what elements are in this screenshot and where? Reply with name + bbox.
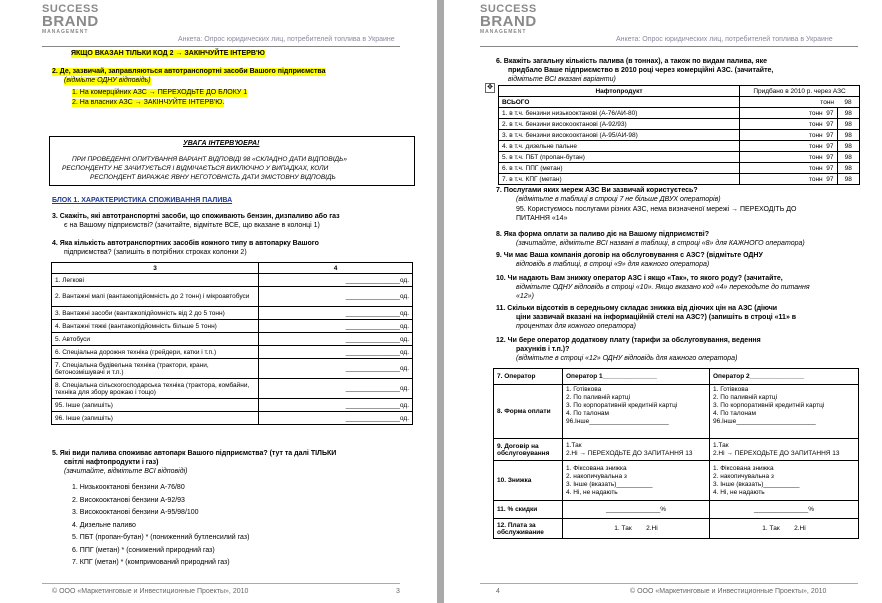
vehicle-table-row bbox=[52, 399, 413, 412]
warning-line-1: ПРИ ПРОВЕДЕННІ ОПИТУВАННЯ ВАРІАНТ ВІДПОВІДІ 98 «СКЛАДНО ДАТИ ВІДПОВІДЬ» bbox=[72, 156, 347, 163]
vehicle-table-row bbox=[52, 320, 413, 333]
company-logo: SUCCESS BRAND MANAGEMENT bbox=[42, 3, 99, 35]
question-11-line-2: ціни зазвичай вказані на інформаційній стелі на АЗС?) (запишіть в строці «11» в bbox=[516, 314, 797, 321]
skip-instruction: ЯКЩО ВКАЗАН ТІЛЬКИ КОД 2 → ЗАКІНЧУЙТЕ ІНТЕРВ'Ю bbox=[71, 50, 265, 57]
question-10-instruction-2: «12») bbox=[516, 293, 534, 300]
fuel-type-label: 6. в т.ч. ППГ (метан) bbox=[499, 163, 740, 174]
vehicle-table bbox=[51, 262, 413, 425]
fuel-type-option: 4. Дизельне паливо bbox=[72, 521, 136, 529]
total-row-label: ВСЬОГО bbox=[499, 97, 740, 108]
vehicle-type: 6. Спеціальна дорожня техніка (грейдери, катки і т.п.) bbox=[52, 346, 259, 359]
question-11: 11. Скільки відсотків в середньому складає знижка від діючих цін на АЗС (діючи bbox=[496, 305, 778, 312]
vehicle-type: 96. Інше (запишіть) bbox=[52, 412, 259, 425]
payment-row-label: 8. Форма оплати bbox=[494, 385, 563, 439]
fuel-purchase-row bbox=[499, 174, 860, 185]
footer-rule bbox=[480, 583, 858, 584]
question-4: 4. Яка кількість автотранспортних засобів кожного типу в автопарку Вашого bbox=[52, 240, 319, 247]
question-11-instruction: процентах для кожного оператора) bbox=[516, 323, 636, 330]
question-2: 2. Де, зазвичай, заправляються автотранспортні засоби Вашого підприємства bbox=[52, 68, 326, 75]
code-98: 98 bbox=[837, 152, 860, 163]
fuel-type-label: 5. в т.ч. ПБТ (пропан-бутан) bbox=[499, 152, 740, 163]
vehicle-type: 7. Спеціальна будівельна техніка (трактори, крани, бетонозмішувачі и т.п.) bbox=[52, 359, 259, 379]
vehicle-type: 3. Вантажні засоби (вантажопідйомність від 2 до 5 тонн) bbox=[52, 307, 259, 320]
warning-line-2: РЕСПОНДЕНТУ НЕ ЗАЧИТУЄТЬСЯ І ВІДМІЧАЄТЬСЯ ВИКЛЮЧНО У ВИПАДКАХ, КОЛИ bbox=[62, 165, 329, 172]
vehicle-table-row bbox=[52, 379, 413, 399]
code-98: 98 bbox=[837, 108, 860, 119]
page-footer: © ООО «Маркетинговые и Инвестиционные Проекты», 2010 bbox=[630, 588, 827, 595]
question-3-instruction: є на Вашому підприємстві? (зачитайте, відмітьте ВСЕ, що вказане в колонці 1) bbox=[64, 222, 320, 229]
vehicle-count-field[interactable]: _______________од. bbox=[259, 359, 413, 379]
operator-table bbox=[493, 368, 859, 539]
warning-title: УВАГА ІНТЕРВ'ЮЕРА! bbox=[183, 140, 260, 147]
operator-row-label: 7. Оператор bbox=[494, 369, 563, 385]
payment-options-op1: 1. Готівкова 2. По паливній картці 3. По корпоративній кредитній картці 4. По талонам 96.Інше______________________ bbox=[563, 385, 710, 439]
header-rule bbox=[480, 46, 858, 47]
discount-options-op1: 1. Фіксована знижка 2. накопичувальна з 3. Інше (вказать)__________ 4. Ні, не надають bbox=[563, 461, 710, 501]
fee-options-op1: 1. Так 2.Ні bbox=[563, 519, 710, 539]
vehicle-type: 4. Вантажні тяжкі (вантажопідйомність більше 5 тонн) bbox=[52, 320, 259, 333]
question-9-instruction: відповідь в таблиці, в строці «9» для кажного оператора) bbox=[516, 261, 710, 268]
vehicle-count-field[interactable]: _______________од. bbox=[259, 412, 413, 425]
question-6-instruction: відмітьте ВСІ вказані варіанти) bbox=[508, 76, 616, 83]
vehicle-table-row bbox=[52, 307, 413, 320]
question-12-line-2: рахунків і т.п.)? bbox=[516, 346, 570, 353]
block-1-title: БЛОК 1. ХАРАКТЕРИСТИКА СПОЖИВАННЯ ПАЛИВА bbox=[52, 197, 233, 204]
tonnes-field[interactable]: тонн 97 bbox=[740, 174, 838, 185]
total-code-98: 98 bbox=[837, 97, 860, 108]
question-12: 12. Чи бере оператор додаткову плату (тарифи за обслуговування, ведення bbox=[496, 337, 761, 344]
fee-row-label: 12. Плата за обслуживание bbox=[494, 519, 563, 539]
question-3: 3. Скажіть, які автотранспортні засоби, що споживають бензин, дизпаливо або газ bbox=[52, 213, 340, 220]
page-4 bbox=[444, 0, 882, 603]
fuel-purchase-row bbox=[499, 141, 860, 152]
vehicle-type: 8. Спеціальна сільскогосподарська техніка (трактора, комбайни, техніка для збору врожаю і тощо) bbox=[52, 379, 259, 399]
page-3 bbox=[0, 0, 437, 603]
question-5-line-2: світлі нафтопродукти і газ) bbox=[64, 459, 159, 466]
question-4-instruction: підприємства? (запишіть в потрібних строках колонки 2) bbox=[64, 249, 247, 256]
tonnes-field[interactable]: тонн 97 bbox=[740, 141, 838, 152]
fuel-purchase-row bbox=[499, 152, 860, 163]
percent-field-op2[interactable]: _______________% bbox=[710, 501, 859, 519]
warning-line-3: РЕСПОНДЕНТ ВИРАЖАЄ ЯВНУ НЕГОТОВНІСТЬ ДАТИ ЗМІСТОВНУ ВІДПОВІДЬ bbox=[90, 174, 336, 181]
operator-1-field[interactable]: Оператор 1_______________ bbox=[563, 369, 710, 385]
code-98: 98 bbox=[837, 130, 860, 141]
question-2-option-1: 1. На комерційних АЗС → ПЕРЕХОДЬТЕ ДО БЛОКУ 1 bbox=[72, 89, 248, 96]
code-98: 98 bbox=[837, 163, 860, 174]
question-8: 8. Яка форма оплати за паливо діє на Вашому підприємстві? bbox=[496, 231, 709, 238]
tonnes-field[interactable]: тонн 97 bbox=[740, 130, 838, 141]
code-98: 98 bbox=[837, 119, 860, 130]
question-10-instruction: відмітьте ОДНУ відповідь в строці «10». Якщо вказано код «4» переходьте до питання bbox=[516, 284, 810, 291]
vehicle-table-row bbox=[52, 333, 413, 346]
page-header: Анкета: Опрос юридических лиц, потребителей топлива в Украине bbox=[616, 36, 833, 43]
header-rule bbox=[42, 46, 400, 47]
vehicle-table-row bbox=[52, 359, 413, 379]
page-header: Анкета: Опрос юридических лиц, потребителей топлива в Украине bbox=[178, 36, 395, 43]
vehicle-table-row bbox=[52, 287, 413, 307]
question-7-instruction: (відмітьте в таблиці в строці 7 не більше ДВУХ операторів) bbox=[516, 196, 721, 203]
question-7-option-95-line-2: ПИТАННЯ «14» bbox=[516, 215, 568, 222]
fuel-type-option: 1. Низькооктанові бензини А-76/80 bbox=[72, 484, 185, 491]
code-98: 98 bbox=[837, 141, 860, 152]
percent-row-label: 11. % скидки bbox=[494, 501, 563, 519]
vehicle-table-row bbox=[52, 346, 413, 359]
fuel-type-label: 2. в т.ч. бензини високооктанові (А-92/93) bbox=[499, 119, 740, 130]
vehicle-table-row bbox=[52, 274, 413, 287]
footer-rule bbox=[42, 583, 400, 584]
percent-field-op1[interactable]: _______________% bbox=[563, 501, 710, 519]
question-12-instruction: (відмітьте в строці «12» ОДНУ відповідь для кажного оператора) bbox=[516, 355, 738, 362]
tonnes-field[interactable]: тонн 97 bbox=[740, 152, 838, 163]
fuel-purchase-row bbox=[499, 119, 860, 130]
tonnes-field[interactable]: тонн 97 bbox=[740, 119, 838, 130]
vehicle-count-field[interactable]: _______________од. bbox=[259, 307, 413, 320]
page-number: 4 bbox=[496, 588, 500, 595]
question-10: 10. Чи надають Вам знижку оператор АЗС і якщо «Так», то якого роду? (зачитайте, bbox=[496, 275, 783, 282]
total-unit: тонн bbox=[740, 97, 838, 108]
fuel-type-option: 3. Високооктанові бензини А-95/98/100 bbox=[72, 509, 199, 516]
vehicle-count-field[interactable]: _______________од. bbox=[259, 320, 413, 333]
vehicle-type: 95. Інше (запишіть) bbox=[52, 399, 259, 412]
code-98: 98 bbox=[837, 174, 860, 185]
fee-options-op2: 1. Так 2.Ні bbox=[710, 519, 859, 539]
contract-options-op2: 1.Так 2.Ні → ПЕРЕХОДЬТЕ ДО ЗАПИТАННЯ 13 bbox=[710, 439, 859, 461]
question-6-line-2: придбало Ваше підприємство в 2010 році через комерційні АЗС. (зачитайте, bbox=[508, 67, 774, 74]
fuel-type-label: 1. в т.ч. бензини низькооктанові (А-76/АИ-80) bbox=[499, 108, 740, 119]
discount-options-op2: 1. Фіксована знижка 2. накопичувальна з 3. Інше (вказать)__________ 4. Ні, не надають bbox=[710, 461, 859, 501]
vehicle-count-field[interactable]: _______________од. bbox=[259, 274, 413, 287]
fuel-purchase-row bbox=[499, 108, 860, 119]
purchased-column-header: Придбано в 2010 р. через АЗС bbox=[740, 86, 860, 97]
question-9: 9. Чи має Ваша компанія договір на обслуговування с АЗС? (відмітьте ОДНУ bbox=[496, 252, 763, 259]
vehicle-table-row bbox=[52, 412, 413, 425]
discount-row-label: 10. Знижка bbox=[494, 461, 563, 501]
page-footer: © ООО «Маркетинговые и Инвестиционные Проекты», 2010 bbox=[52, 588, 249, 595]
vehicle-count-field[interactable]: _______________од. bbox=[259, 379, 413, 399]
page-number: 3 bbox=[396, 588, 400, 595]
vehicle-count-field[interactable]: _______________од. bbox=[259, 287, 413, 307]
fuel-type-option: 7. КПГ (метан) * (компримований природний газ) bbox=[72, 559, 230, 566]
vehicle-count-field[interactable]: _______________од. bbox=[259, 346, 413, 359]
tonnes-field[interactable]: тонн 97 bbox=[740, 108, 838, 119]
fuel-type-label: 3. в т.ч. бензини високооктанові (А-95/АИ-98) bbox=[499, 130, 740, 141]
company-logo: SUCCESS BRAND MANAGEMENT bbox=[480, 3, 537, 35]
contract-options-op1: 1.Так 2.Ні → ПЕРЕХОДЬТЕ ДО ЗАПИТАННЯ 13 bbox=[563, 439, 710, 461]
question-5: 5. Які види палива споживає автопарк Вашого підприємства? (тут та далі ТІЛЬКИ bbox=[52, 450, 337, 457]
fuel-purchase-table bbox=[498, 85, 860, 185]
question-2-option-2: 2. На власних АЗС → ЗАКІНЧУЙТЕ ІНТЕРВ'Ю. bbox=[72, 99, 225, 106]
vehicle-count-field[interactable]: _______________од. bbox=[259, 333, 413, 346]
column-4-header: 4 bbox=[259, 263, 413, 274]
operator-2-field[interactable]: Оператор 2_______________ bbox=[710, 369, 859, 385]
fuel-type-label: 4. в т.ч. дизельне пальне bbox=[499, 141, 740, 152]
question-5-instruction: (зачитайте, відмітьте ВСІ відповіді) bbox=[64, 468, 188, 475]
question-8-instruction: (зачитайте, відмітьте ВСІ названі в таблиці, в строці «8» для КАЖНОГО оператора) bbox=[516, 240, 805, 247]
fuel-purchase-row bbox=[499, 130, 860, 141]
payment-options-op2: 1. Готівкова 2. По паливній картці 3. По корпоративній кредитній картці 4. По талонам 96.Інше______________________ bbox=[710, 385, 859, 439]
question-7: 7. Послугами яких мереж АЗС Ви зазвичай користуєтесь? bbox=[496, 187, 698, 194]
vehicle-type: 5. Автобуси bbox=[52, 333, 259, 346]
fuel-column-header: Нафтопродукт bbox=[499, 86, 740, 97]
vehicle-type: 1. Легкові bbox=[52, 274, 259, 287]
fuel-purchase-row bbox=[499, 163, 860, 174]
column-3-header: 3 bbox=[52, 263, 259, 274]
contract-row-label: 9. Договір на обслуговування bbox=[494, 439, 563, 461]
tonnes-field[interactable]: тонн 97 bbox=[740, 163, 838, 174]
vehicle-type: 2. Вантажні малі (вантажопідйомність до 2 тонн) і мікроавтобуси bbox=[52, 287, 259, 307]
fuel-type-option: 2. Високооктанові бензини А-92/93 bbox=[72, 496, 185, 504]
question-6: 6. Вкажіть загальну кількість палива (в тоннах), а також по видам палива, яке bbox=[496, 58, 768, 65]
question-7-option-95: 95. Користуємось послугами різних АЗС, нема визначеної мережі → ПЕРЕХОДІТЬ ДО bbox=[516, 206, 797, 213]
table-move-handle[interactable]: ✥ bbox=[485, 83, 495, 93]
vehicle-count-field[interactable]: _______________од. bbox=[259, 399, 413, 412]
fuel-type-option: 5. ПБТ (пропан-бутан) * (пониженний бутленсилий газ) bbox=[72, 534, 250, 541]
fuel-type-label: 7. в т.ч. КПГ (метан) bbox=[499, 174, 740, 185]
fuel-type-option: 6. ППГ (метан) * (сонижений природний газ) bbox=[72, 546, 215, 554]
question-2-instruction: (відміьте ОДНУ відповідь) bbox=[64, 77, 151, 84]
